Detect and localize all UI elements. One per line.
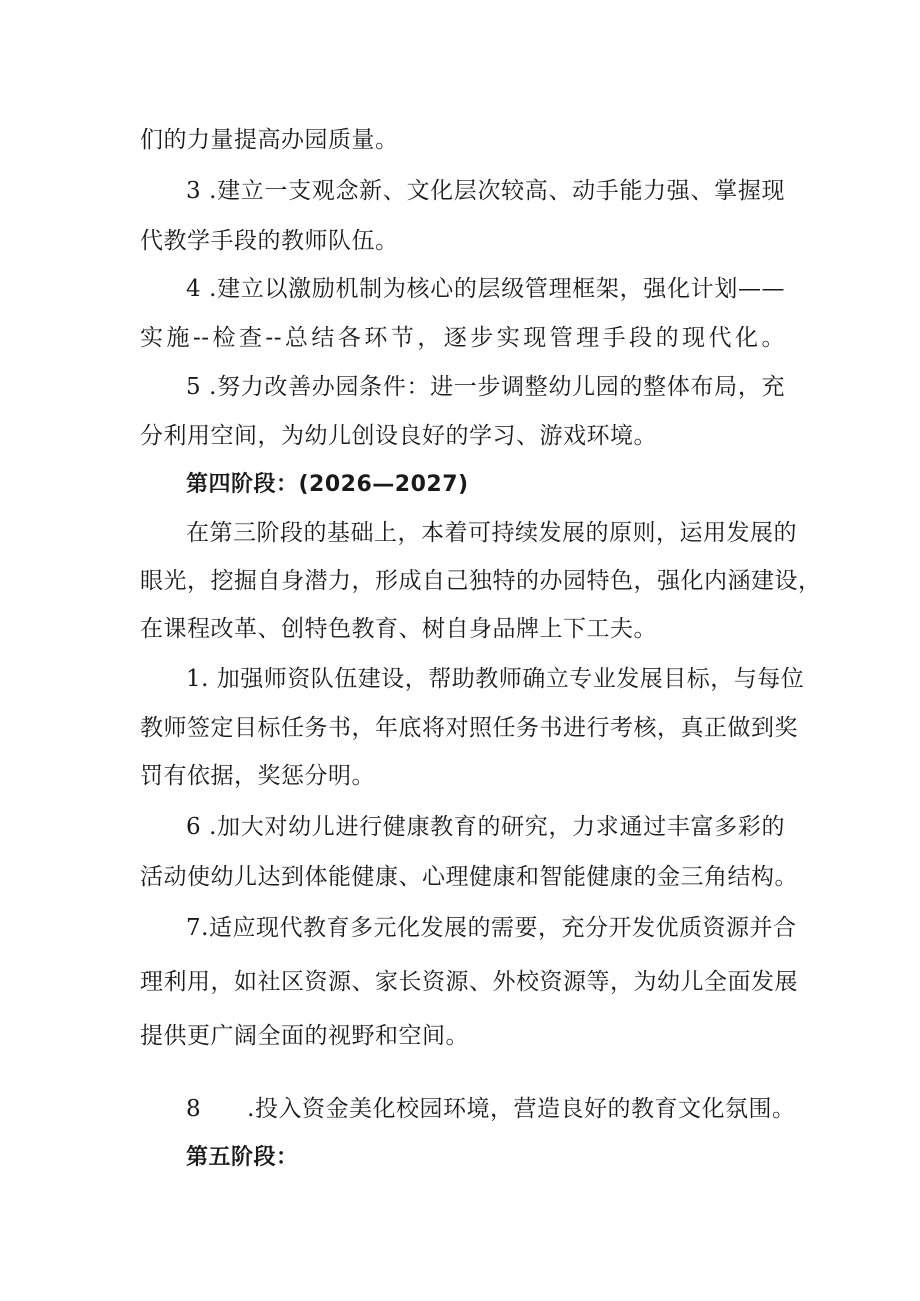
list-item-6: 6 .加大对幼儿进行健康教育的研究，力求通过丰富多彩的 — [186, 814, 785, 840]
text-line: 代教学手段的教师队伍。 — [140, 228, 399, 254]
list-item-4: 4 .建立以激励机制为核心的层级管理框架，强化计划—— — [186, 276, 785, 302]
list-item-1: 1. 加强师资队伍建设，帮助教师确立专业发展目标，与每位 — [186, 666, 805, 692]
section-heading-stage-4: 第四阶段：(2026—2027) — [186, 472, 469, 497]
text-line: 们的力量提高办园质量。 — [140, 127, 399, 153]
list-item-5: 5 .努力改善办园条件：进一步调整幼儿园的整体布局，充 — [186, 374, 785, 400]
list-item-3: 3 .建立一支观念新、文化层次较高、动手能力强、掌握现 — [186, 178, 785, 204]
text-line: 罚有依据，奖惩分明。 — [140, 763, 375, 789]
list-item-8 — [186, 1094, 796, 1124]
text-line: 理利用，如社区资源、家长资源、外校资源等，为幼儿全面发展 — [140, 969, 798, 995]
text-line: 教师签定目标任务书，年底将对照任务书进行考核，真正做到奖 — [140, 715, 798, 741]
list-item-8-number: 8 — [186, 1096, 202, 1122]
text-line: 眼光，挖掘自身潜力，形成自己独特的办园特色，强化内涵建设， — [140, 568, 822, 594]
paragraph-intro: 在第三阶段的基础上，本着可持续发展的原则，运用发展的 — [186, 520, 797, 546]
list-item-8-text: .投入资金美化校园环境，营造良好的教育文化氛围。 — [247, 1096, 796, 1122]
section-heading-stage-5: 第五阶段： — [186, 1145, 299, 1170]
text-line: 实施--检查--总结各环节，逐步实现管理手段的现代化。 — [140, 325, 785, 351]
list-item-7: 7.适应现代教育多元化发展的需要，充分开发优质资源并合 — [186, 915, 797, 941]
text-line: 提供更广阔全面的视野和空间。 — [140, 1023, 469, 1049]
text-line: 分利用空间，为幼儿创设良好的学习、游戏环境。 — [140, 423, 657, 449]
text-line: 在课程改革、创特色教育、树自身品牌上下工夫。 — [140, 616, 657, 642]
text-line: 活动使幼儿达到体能健康、心理健康和智能健康的金三角结构。 — [140, 864, 798, 890]
